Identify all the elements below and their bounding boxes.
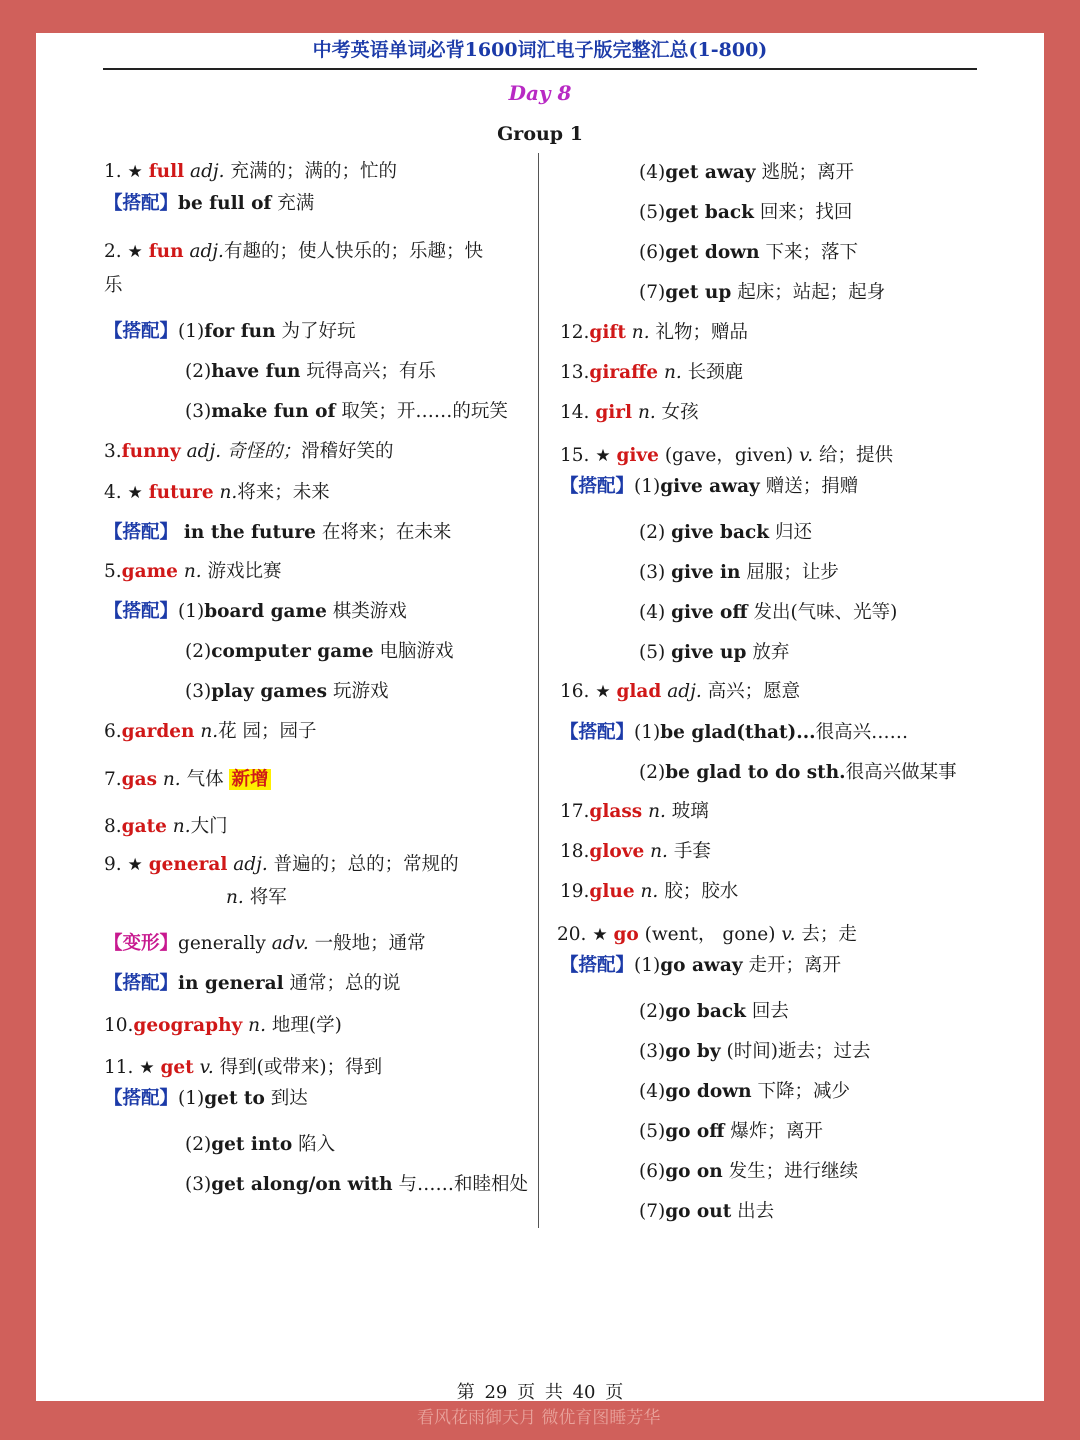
entry-word: garden (121, 721, 195, 742)
phrase: go off (665, 1121, 725, 1142)
entry-word: geography (133, 1015, 243, 1036)
collocation-line (185, 639, 453, 665)
entry-number: 8. (104, 816, 122, 837)
phrase-number: (2) (185, 1134, 212, 1155)
variant-tag: 【变形】 (104, 933, 179, 954)
phrase-meaning: 充满 (277, 193, 315, 214)
part-of-speech: n. (162, 769, 181, 790)
collocation-tag: 【搭配】 (560, 722, 635, 743)
entry-meaning: 地理(学) (271, 1015, 342, 1036)
entry-meaning: 玻璃 (671, 801, 709, 822)
phrase-number: (6) (639, 1161, 666, 1182)
collocation-line (639, 200, 852, 226)
part-of-speech: n. (640, 881, 659, 902)
phrase-number: (3) (639, 562, 666, 583)
entry-full (104, 159, 397, 185)
entry-second-sense (226, 885, 287, 911)
star-icon: ★ (127, 483, 143, 503)
entry-glass (560, 799, 709, 825)
phrase-number: (5) (639, 642, 666, 663)
entry-gift (560, 320, 748, 346)
entry-word: funny (121, 441, 181, 462)
entry-number: 5. (104, 561, 122, 582)
star-icon: ★ (595, 446, 611, 466)
phrase-meaning: 玩游戏 (332, 681, 389, 702)
phrase-meaning: 下降；减少 (757, 1081, 850, 1102)
phrase-number: (1) (634, 955, 661, 976)
phrase-number: (1) (634, 722, 661, 743)
entry-meaning: 普遍的；总的；常规的 (273, 854, 459, 875)
part-of-speech: v. (781, 924, 796, 945)
entry-future (104, 480, 330, 506)
phrase-number: (5) (639, 1121, 666, 1142)
collocation-line (639, 760, 957, 786)
phrase: get along/on with (211, 1174, 393, 1195)
watermark: 看风花雨御天月 微优育图睡芳华 (417, 1408, 661, 1428)
entry-meaning: 高兴；愿意 (707, 681, 801, 702)
entry-number: 7. (104, 769, 122, 790)
star-icon: ★ (127, 855, 143, 875)
entry-number: 17. (560, 801, 590, 822)
collocation-line (639, 1119, 823, 1145)
phrase: go back (665, 1001, 746, 1022)
entry-word: gas (121, 769, 157, 790)
collocation-line (560, 474, 858, 500)
part-of-speech: adj. (189, 241, 224, 262)
phrase-meaning: 与……和睦相处 (398, 1174, 528, 1195)
collocation-tag: 【搭配】 (104, 1088, 179, 1109)
phrase: go on (665, 1161, 723, 1182)
header-divider (103, 68, 977, 70)
phrase-number: (7) (639, 282, 666, 303)
entry-gate (104, 814, 228, 840)
entry-number: 20. (557, 924, 587, 945)
entry-number: 14. (560, 402, 590, 423)
entry-word: gift (589, 322, 626, 343)
phrase-meaning: 通常；总的说 (289, 973, 401, 994)
variant-meaning: 一般地；通常 (314, 933, 426, 954)
entry-funny (104, 439, 394, 465)
phrase-number: (1) (634, 476, 661, 497)
entry-meaning: 女孩 (661, 402, 699, 423)
phrase-number: (1) (178, 601, 205, 622)
entry-give (560, 443, 893, 469)
phrase-meaning: 发生；进行继续 (728, 1161, 859, 1182)
phrase: give off (671, 602, 748, 623)
part-of-speech: n. (637, 402, 656, 423)
part-of-speech: n. (172, 816, 191, 837)
entry-general (104, 852, 459, 878)
phrase-number: (3) (639, 1041, 666, 1062)
collocation-line (185, 399, 508, 425)
group-heading: Group 1 (497, 123, 583, 145)
phrase-meaning: 很高兴做某事 (845, 762, 957, 783)
entry-meaning: 长颈鹿 (687, 362, 744, 383)
collocation-line (185, 1132, 335, 1158)
part-of-speech: v. (799, 445, 814, 466)
collocation-line (639, 280, 885, 306)
entry-meaning: 游戏比赛 (207, 561, 282, 582)
footer-text: 共 (544, 1382, 563, 1403)
phrase: go out (665, 1201, 732, 1222)
entry-meaning: 滑稽好笑的 (301, 441, 394, 462)
collocation-line (185, 359, 436, 385)
collocation-line (639, 560, 839, 586)
phrase-number: (2) (185, 361, 212, 382)
phrase: get down (665, 242, 760, 263)
collocation-line (639, 1079, 850, 1105)
phrase-number: (4) (639, 602, 666, 623)
phrase: have fun (211, 361, 301, 382)
star-icon: ★ (595, 682, 611, 702)
collocation-line (185, 679, 388, 705)
entry-meaning: 气体 (186, 769, 224, 790)
phrase-meaning: 电脑游戏 (379, 641, 454, 662)
footer-text: 页 (605, 1382, 624, 1403)
verb-forms: (went， gone) (644, 924, 776, 945)
entry-glad (560, 679, 800, 705)
phrase-number: (6) (639, 242, 666, 263)
phrase-number: (2) (639, 1001, 666, 1022)
entry-get (104, 1055, 382, 1081)
entry-meaning: 充满的；满的；忙的 (230, 161, 397, 182)
collocation-line (639, 999, 789, 1025)
footer-text: 页 (517, 1382, 536, 1403)
phrase-meaning: 为了好玩 (281, 321, 356, 342)
phrase: get up (665, 282, 732, 303)
entry-meaning-italic: 奇怪的； (227, 441, 302, 462)
entry-go (557, 922, 857, 948)
phrase-number: (2) (639, 522, 666, 543)
phrase-meaning: 出去 (737, 1201, 775, 1222)
part-of-speech: n. (650, 841, 668, 862)
entry-word: glass (589, 801, 643, 822)
entry-number: 18. (560, 841, 590, 862)
collocation-line (639, 1159, 858, 1185)
phrase: give away (660, 476, 760, 497)
entry-number: 6. (104, 721, 122, 742)
phrase-number: (4) (639, 1081, 666, 1102)
entry-word: get (160, 1057, 194, 1078)
phrase-meaning: 赠送；捐赠 (765, 476, 859, 497)
star-icon: ★ (127, 162, 143, 182)
phrase-meaning: 下来；落下 (765, 242, 858, 263)
part-of-speech: n. (248, 1015, 266, 1036)
entry-number: 13. (560, 362, 590, 383)
collocation-line (560, 953, 841, 979)
entry-meaning: 大门 (190, 816, 228, 837)
phrase-meaning: 逃脱；离开 (761, 162, 854, 183)
collocation-line (104, 191, 314, 217)
entry-number: 12. (560, 322, 590, 343)
phrase: get to (204, 1088, 265, 1109)
entry-word: full (148, 161, 185, 182)
collocation-tag: 【搭配】 (104, 321, 179, 342)
footer-text: 第 (456, 1382, 475, 1403)
phrase-meaning: 棋类游戏 (332, 601, 407, 622)
entry-word: go (613, 924, 639, 945)
collocation-line (639, 1039, 870, 1065)
collocation-line (639, 240, 858, 266)
phrase: play games (211, 681, 328, 702)
phrase: go down (665, 1081, 752, 1102)
collocation-tag: 【搭配】 (104, 601, 179, 622)
collocation-line (104, 520, 451, 546)
verb-forms: (gave，given) (664, 445, 794, 466)
entry-meaning: 将军 (249, 887, 287, 908)
part-of-speech: n. (226, 887, 244, 908)
document-page (36, 33, 1044, 1401)
entry-number: 16. (560, 681, 590, 702)
phrase-meaning: 归还 (774, 522, 812, 543)
phrase: give up (671, 642, 747, 663)
entry-number: 11. (104, 1057, 134, 1078)
phrase-number: (1) (178, 321, 205, 342)
entry-gas (104, 767, 271, 793)
entry-word: fun (148, 241, 184, 262)
part-of-speech: n. (648, 801, 666, 822)
part-of-speech: n. (183, 561, 202, 582)
part-of-speech: n. (631, 322, 650, 343)
column-divider (538, 153, 539, 1228)
collocation-line (639, 640, 789, 666)
phrase-meaning: 起床；站起；起身 (737, 282, 886, 303)
phrase-number: (7) (639, 1201, 666, 1222)
entry-number: 15. (560, 445, 590, 466)
phrase-meaning: 玩得高兴；有乐 (306, 361, 436, 382)
phrase-number: (3) (185, 681, 212, 702)
entry-word: glad (616, 681, 662, 702)
phrase: go away (660, 955, 743, 976)
entry-number: 9. (104, 854, 122, 875)
collocation-line (104, 971, 401, 997)
phrase-meaning: 回去 (751, 1001, 789, 1022)
entry-fun (104, 239, 483, 265)
entry-word: glove (589, 841, 645, 862)
phrase: give back (671, 522, 770, 543)
collocation-tag: 【搭配】 (560, 476, 635, 497)
variant-line (104, 931, 426, 957)
part-of-speech: adj. (233, 854, 268, 875)
part-of-speech: adj. (190, 161, 225, 182)
phrase: go by (665, 1041, 721, 1062)
phrase-meaning: 屈服；让步 (746, 562, 839, 583)
entry-number: 2. (104, 241, 122, 262)
collocation-line (185, 1172, 528, 1198)
phrase: get into (211, 1134, 293, 1155)
collocation-line (104, 1086, 308, 1112)
phrase-meaning: 回来；找回 (759, 202, 853, 223)
entry-word: giraffe (589, 362, 659, 383)
collocation-line (639, 160, 854, 186)
entry-number: 1. (104, 161, 122, 182)
entry-glove (560, 839, 711, 865)
entry-word: glue (589, 881, 635, 902)
phrase-meaning: 放弃 (752, 642, 790, 663)
entry-girl (560, 400, 699, 426)
entry-meaning: 将来；未来 (237, 482, 330, 503)
collocation-line (639, 520, 812, 546)
part-of-speech: n. (200, 721, 219, 742)
total-page-count: 40 (572, 1382, 596, 1403)
phrase: be glad(that)... (660, 722, 816, 743)
star-icon: ★ (592, 925, 608, 945)
phrase: in the future (183, 522, 316, 543)
entry-word: gate (121, 816, 167, 837)
phrase-number: (4) (639, 162, 666, 183)
phrase: computer game (211, 641, 374, 662)
entry-meaning: 花 园；园子 (218, 721, 317, 742)
entry-game (104, 559, 282, 585)
entry-meaning: 得到(或带来)；得到 (219, 1057, 383, 1078)
entry-word: future (148, 482, 214, 503)
phrase: get away (665, 162, 756, 183)
entry-meaning: 胶；胶水 (664, 881, 739, 902)
entry-word: girl (595, 402, 633, 423)
phrase-meaning: 陷入 (298, 1134, 336, 1155)
variant-word: generally (178, 933, 266, 954)
entry-number: 10. (104, 1015, 134, 1036)
collocation-tag: 【搭配】 (560, 955, 635, 976)
entry-number: 3. (104, 441, 122, 462)
entry-meaning: 有趣的；使人快乐的；乐趣；快 (223, 241, 483, 262)
entry-meaning: 手套 (673, 841, 711, 862)
phrase-meaning: 很高兴…… (815, 722, 909, 743)
current-page-number: 29 (484, 1382, 508, 1403)
day-heading: Day 8 (508, 81, 572, 105)
phrase: for fun (204, 321, 276, 342)
phrase-number: (1) (178, 1088, 205, 1109)
entry-word: give (616, 445, 659, 466)
star-icon: ★ (127, 242, 143, 262)
page-footer (36, 1378, 1044, 1404)
collocation-line (639, 1199, 774, 1225)
phrase-meaning: 爆炸；离开 (730, 1121, 823, 1142)
phrase-number: (2) (185, 641, 212, 662)
phrase: make fun of (211, 401, 336, 422)
entry-word: game (121, 561, 178, 582)
phrase-number: (5) (639, 202, 666, 223)
phrase-number: (3) (185, 401, 212, 422)
phrase-number: (2) (639, 762, 666, 783)
phrase: be glad to do sth. (665, 762, 846, 783)
phrase-meaning: 取笑；开……的玩笑 (341, 401, 508, 422)
entry-number: 19. (560, 881, 590, 902)
entry-meaning-cont: 乐 (104, 275, 123, 296)
phrase-meaning: 发出(气味、光等) (753, 602, 898, 623)
new-badge: 新增 (231, 769, 269, 790)
entry-giraffe (560, 360, 743, 386)
star-icon: ★ (139, 1058, 155, 1078)
collocation-line (560, 720, 908, 746)
page-title: 中考英语单词必背1600词汇电子版完整汇总(1-800) (312, 39, 768, 61)
phrase-meaning: (时间)逝去；过去 (726, 1041, 871, 1062)
part-of-speech: n. (219, 482, 238, 503)
collocation-tag: 【搭配】 (104, 973, 179, 994)
phrase-meaning: 到达 (270, 1088, 308, 1109)
part-of-speech: v. (199, 1057, 214, 1078)
entry-meaning: 给；提供 (819, 445, 894, 466)
phrase: be full of (178, 193, 272, 214)
phrase-meaning: 在将来；在未来 (321, 522, 452, 543)
part-of-speech: n. (663, 362, 682, 383)
part-of-speech: adv. (271, 933, 309, 954)
collocation-line (104, 319, 356, 345)
phrase: give in (671, 562, 741, 583)
entry-meaning: 礼物；赠品 (655, 322, 748, 343)
entry-garden (104, 719, 317, 745)
phrase-meaning: 走开；离开 (748, 955, 842, 976)
phrase: in general (178, 973, 284, 994)
collocation-tag: 【搭配】 (104, 522, 179, 543)
phrase-number: (3) (185, 1174, 212, 1195)
entry-geography (104, 1013, 342, 1039)
entry-number: 4. (104, 482, 122, 503)
part-of-speech: adj. (186, 441, 222, 462)
part-of-speech: adj. (667, 681, 702, 702)
collocation-line (639, 600, 897, 626)
entry-glue (560, 879, 738, 905)
phrase: board game (204, 601, 327, 622)
phrase: get back (665, 202, 754, 223)
collocation-line (104, 599, 407, 625)
collocation-tag: 【搭配】 (104, 193, 179, 214)
entry-meaning: 去；走 (801, 924, 857, 945)
entry-word: general (148, 854, 228, 875)
